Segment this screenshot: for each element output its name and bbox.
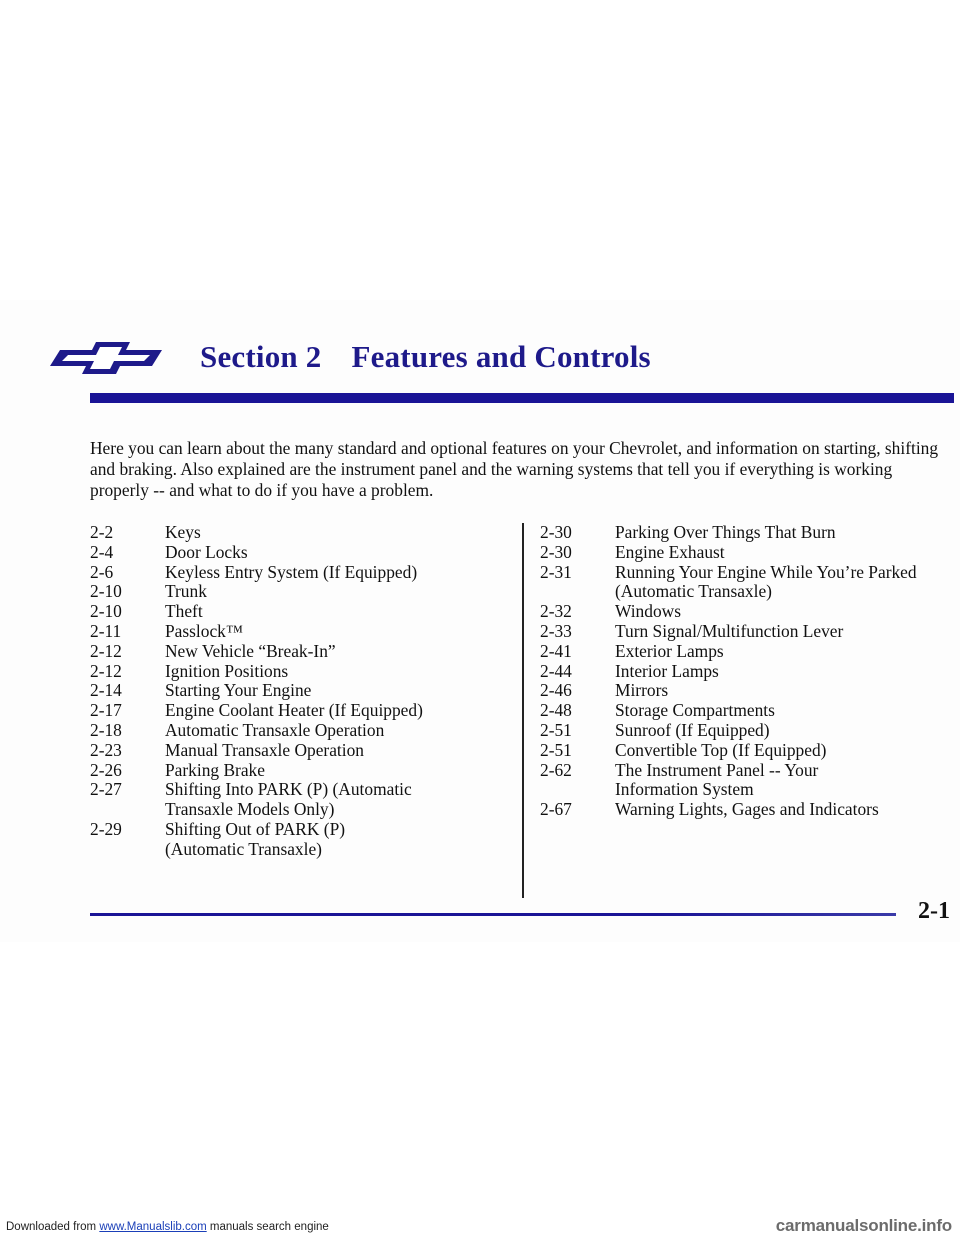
toc-page-number: 2-4 [90, 541, 114, 562]
chevrolet-bowtie-icon [44, 332, 182, 382]
toc-page-number: 2-33 [540, 620, 572, 641]
toc-entry-title: Keys [165, 522, 201, 542]
toc-entry-title: The Instrument Panel -- Your Information System [615, 759, 819, 800]
toc-entry-title: Storage Compartments [615, 700, 775, 721]
toc-entry [540, 701, 950, 721]
toc-entry [90, 523, 510, 543]
toc-entry-title: Sunroof (If Equipped) [615, 719, 770, 740]
toc-entry [90, 642, 510, 662]
toc-page-number: 2-30 [540, 522, 572, 542]
download-footer [6, 1221, 329, 1233]
toc-entry [90, 543, 510, 563]
section-name: Features and Controls [351, 339, 651, 374]
toc-entry-title: Theft [165, 601, 203, 622]
toc-entry-title: Starting Your Engine [165, 680, 312, 701]
footer-rule [90, 913, 896, 916]
toc-entry-title: Interior Lamps [615, 660, 719, 681]
toc-page-number: 2-6 [90, 561, 114, 582]
toc-page-number: 2-31 [540, 561, 572, 582]
toc-entry-title: New Vehicle “Break-In” [165, 640, 336, 661]
toc-entry [90, 721, 510, 741]
toc-entry-title: Engine Coolant Heater (If Equipped) [165, 700, 423, 721]
toc-page-number: 2-67 [540, 799, 572, 820]
toc-entry [90, 563, 510, 583]
toc-page-number: 2-29 [90, 818, 122, 839]
toc-entry-title: Convertible Top (If Equipped) [615, 739, 827, 760]
toc-entry [540, 800, 950, 820]
toc-entry-title: Ignition Positions [165, 660, 289, 681]
toc-page-number: 2-23 [90, 739, 122, 760]
toc-entry [90, 582, 510, 602]
toc-page-number: 2-2 [90, 522, 114, 542]
toc-page-number: 2-17 [90, 700, 122, 721]
toc-entry-title: Engine Exhaust [615, 541, 725, 562]
toc-entry [540, 662, 950, 682]
toc-entry-title: Mirrors [615, 680, 669, 701]
manualslib-link[interactable]: www.Manualslib.com [99, 1221, 207, 1233]
toc-entry [540, 642, 950, 662]
page-number: 2-1 [918, 898, 950, 924]
toc-entry-title: Manual Transaxle Operation [165, 739, 364, 760]
toc-entry [90, 780, 510, 820]
toc-right-column [540, 523, 950, 820]
toc-page-number: 2-11 [90, 620, 122, 641]
toc-page-number: 2-51 [540, 719, 572, 740]
toc-entry [540, 741, 950, 761]
toc-entry [540, 721, 950, 741]
toc-entry [90, 602, 510, 622]
toc-page-number: 2-46 [540, 680, 572, 701]
section-header [44, 332, 651, 382]
toc-entry-title: Exterior Lamps [615, 640, 724, 661]
toc-page-number: 2-10 [90, 601, 122, 622]
toc-entry-title: Windows [615, 601, 681, 622]
toc-page-number: 2-18 [90, 719, 122, 740]
toc-entry [90, 820, 510, 860]
toc-entry [90, 681, 510, 701]
section-title [200, 339, 651, 375]
toc-page-number: 2-30 [540, 541, 572, 562]
toc-entry-title: Warning Lights, Gages and Indicators [615, 799, 879, 820]
toc-page-number: 2-51 [540, 739, 572, 760]
toc-entry [540, 602, 950, 622]
toc-left-column [90, 523, 510, 860]
toc-page-number: 2-12 [90, 660, 122, 681]
toc-entry-title: Running Your Engine While You’re Parked (Automatic Transaxle) [615, 561, 917, 602]
toc-page-number: 2-44 [540, 660, 572, 681]
toc-page-number: 2-12 [90, 640, 122, 661]
toc-entry [540, 681, 950, 701]
footer-prefix: Downloaded from [6, 1221, 100, 1233]
toc-entry [90, 701, 510, 721]
watermark: carmanualsonline.info [775, 1216, 952, 1235]
toc-entry-title: Keyless Entry System (If Equipped) [165, 561, 418, 582]
header-rule [90, 393, 954, 403]
toc-entry-title: Automatic Transaxle Operation [165, 719, 385, 740]
toc-entry [540, 761, 950, 801]
toc-page-number: 2-32 [540, 601, 572, 622]
toc-entry-title: Trunk [165, 581, 207, 602]
toc-entry-title: Door Locks [165, 541, 248, 562]
toc-entry-title: Shifting Into PARK (P) (Automatic Transaxle Models Only) [165, 779, 412, 820]
footer-suffix: manuals search engine [206, 1221, 329, 1233]
toc-entry [90, 622, 510, 642]
toc-page-number: 2-26 [90, 759, 122, 780]
toc-entry-title: Parking Over Things That Burn [615, 522, 836, 542]
toc-entry [90, 741, 510, 761]
toc-page-number: 2-48 [540, 700, 572, 721]
toc-page-number: 2-41 [540, 640, 572, 661]
toc-entry-title: Parking Brake [165, 759, 265, 780]
toc-page-number: 2-14 [90, 680, 122, 701]
toc-page-number: 2-62 [540, 759, 572, 780]
toc-page-number: 2-10 [90, 581, 122, 602]
toc-entry-title: Passlock™ [165, 620, 243, 641]
toc-entry [540, 523, 950, 543]
column-divider [522, 523, 524, 898]
toc-entry [90, 662, 510, 682]
toc-entry [540, 622, 950, 642]
toc-entry-title: Turn Signal/Multifunction Lever [615, 620, 844, 641]
toc-page-number: 2-27 [90, 779, 122, 800]
toc-entry-title: Shifting Out of PARK (P) (Automatic Transaxle) [165, 818, 346, 859]
section-number: Section 2 [200, 339, 322, 374]
toc-entry [90, 761, 510, 781]
toc-entry [540, 543, 950, 563]
toc-entry [540, 563, 950, 603]
intro-paragraph: Here you can learn about the many standard and optional features on your Chevrolet, and information on starting, shifting and braking. Also explained are the instrument panel and the warning systems that tell you if everything is working properly -- and what to do if you have a problem. [90, 438, 939, 500]
